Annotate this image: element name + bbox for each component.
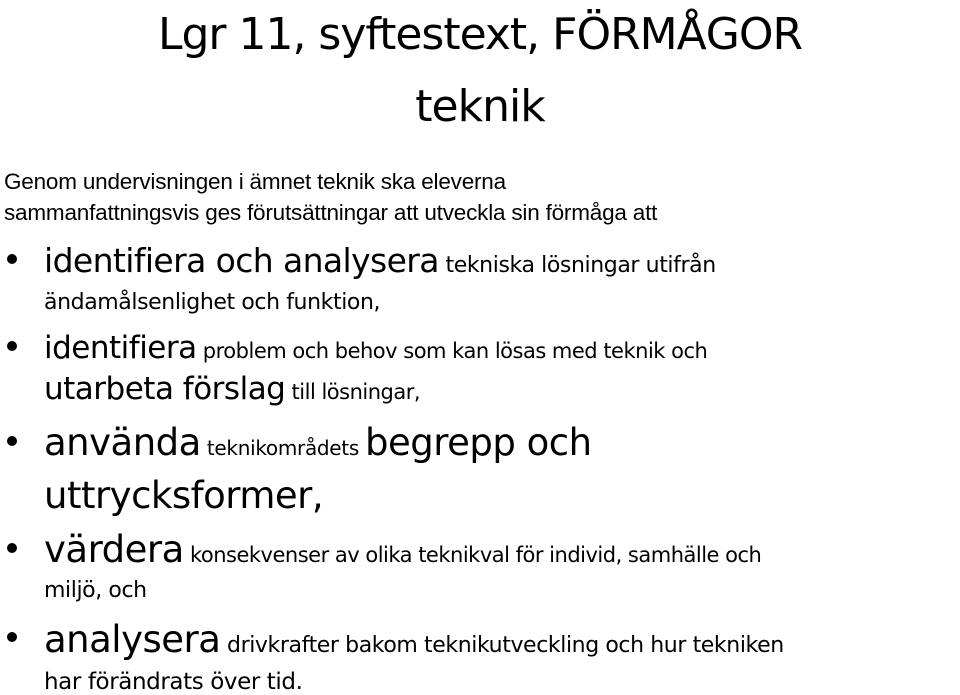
bullet-1-text: tekniska lösningar utifrån	[438, 253, 716, 278]
slide-title: Lgr 11, syftestext, FÖRMÅGOR	[157, 9, 803, 60]
intro-text	[4, 166, 657, 228]
bullet-item-1	[44, 241, 960, 320]
bullet-5-text: drivkrafter bakom teknikutveckling och hur tekniken	[220, 633, 784, 658]
intro-line-1: Genom undervisningen i ämnet teknik ska eleverna	[4, 169, 506, 194]
bullet-item-5	[44, 617, 960, 695]
bullet-dot	[7, 543, 17, 553]
bullet-3-line-2: uttrycksformer,	[44, 474, 324, 517]
bullet-dot	[7, 254, 17, 264]
intro-line-2: sammanfattningsvis ges förutsättningar att utveckla sin förmåga att	[4, 200, 658, 225]
bullet-4-line-2: miljö, och	[44, 578, 147, 603]
bullet-2-text-2: till lösningar,	[285, 380, 421, 404]
bullet-item-2	[44, 328, 960, 410]
bullet-dot	[7, 632, 17, 642]
slide-subtitle: teknik	[415, 81, 545, 132]
bullet-3-key-2: begrepp och	[365, 421, 592, 464]
bullet-dot	[7, 341, 17, 351]
bullet-1-key: identifiera och analysera	[44, 241, 439, 280]
bullet-dot	[7, 436, 17, 446]
bullet-2-key-2: utarbeta förslag	[44, 371, 286, 407]
bullet-3-key: använda	[44, 421, 201, 464]
bullet-2-key: identifiera	[44, 330, 197, 366]
bullet-4-key: värdera	[44, 528, 184, 571]
bullet-1-line-2: ändamålsenlighet och funktion,	[44, 290, 381, 315]
bullet-item-4	[44, 529, 960, 606]
bullet-5-line-2: har förändrats över tid.	[44, 669, 303, 695]
bullet-item-3	[44, 419, 960, 520]
bullet-5-key: analysera	[44, 618, 221, 661]
bullet-2-text: problem och behov som kan lösas med teknik och	[196, 339, 708, 363]
bullet-4-text: konsekvenser av olika teknikval för individ, samhälle och	[183, 543, 762, 567]
bullet-3-text: teknikområdets	[200, 436, 366, 460]
